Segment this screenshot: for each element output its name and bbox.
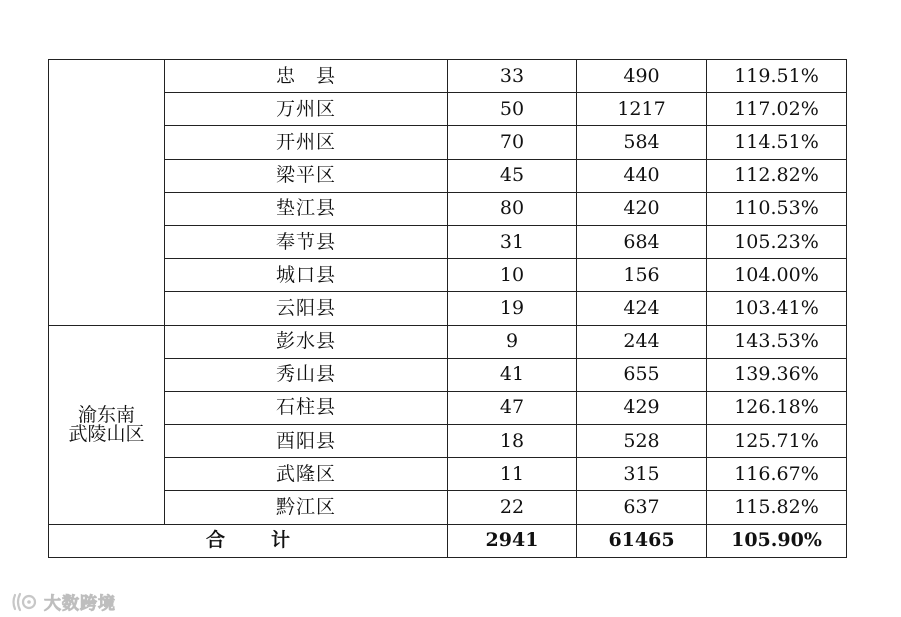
table-row <box>49 259 847 292</box>
ratio-cell: 143.53% <box>707 325 847 358</box>
count-cell: 45 <box>448 159 577 192</box>
county-cell: 秀山县 <box>165 358 448 391</box>
county-cell: 石柱县 <box>165 391 448 424</box>
amount-cell: 315 <box>577 458 707 491</box>
count-cell: 10 <box>448 259 577 292</box>
table-row <box>49 126 847 159</box>
count-cell: 31 <box>448 225 577 258</box>
county-cell: 奉节县 <box>165 225 448 258</box>
ratio-cell: 119.51% <box>707 60 847 93</box>
ratio-cell: 105.23% <box>707 225 847 258</box>
table-row <box>49 159 847 192</box>
data-table <box>48 59 847 558</box>
ratio-cell: 117.02% <box>707 93 847 126</box>
county-cell: 酉阳县 <box>165 425 448 458</box>
ratio-cell: 114.51% <box>707 126 847 159</box>
amount-cell: 655 <box>577 358 707 391</box>
ratio-cell: 104.00% <box>707 259 847 292</box>
amount-cell: 684 <box>577 225 707 258</box>
county-cell: 忠 县 <box>165 60 448 93</box>
table-footer <box>49 524 847 557</box>
table-row <box>49 358 847 391</box>
county-cell: 梁平区 <box>165 159 448 192</box>
total-label-part2: 计 <box>271 529 291 552</box>
amount-cell: 156 <box>577 259 707 292</box>
ratio-cell: 110.53% <box>707 192 847 225</box>
amount-cell: 584 <box>577 126 707 159</box>
ratio-cell: 112.82% <box>707 159 847 192</box>
count-cell: 18 <box>448 425 577 458</box>
watermark-text: 大数跨境 <box>44 594 116 614</box>
table-row <box>49 458 847 491</box>
county-cell: 彭水县 <box>165 325 448 358</box>
count-cell: 11 <box>448 458 577 491</box>
ratio-cell: 139.36% <box>707 358 847 391</box>
count-cell: 41 <box>448 358 577 391</box>
region-label-line: 武陵山区 <box>68 422 145 445</box>
table-row <box>49 93 847 126</box>
amount-cell: 244 <box>577 325 707 358</box>
county-cell: 垫江县 <box>165 192 448 225</box>
count-cell: 70 <box>448 126 577 159</box>
table-row <box>49 491 847 524</box>
county-cell: 城口县 <box>165 259 448 292</box>
total-label <box>49 524 448 557</box>
table-row <box>49 425 847 458</box>
amount-cell: 1217 <box>577 93 707 126</box>
county-cell: 武隆区 <box>165 458 448 491</box>
count-cell: 50 <box>448 93 577 126</box>
total-amount: 61465 <box>577 524 707 557</box>
ratio-cell: 125.71% <box>707 425 847 458</box>
table-row <box>49 391 847 424</box>
count-cell: 9 <box>448 325 577 358</box>
amount-cell: 420 <box>577 192 707 225</box>
table-row <box>49 292 847 325</box>
county-cell: 开州区 <box>165 126 448 159</box>
table-body <box>49 60 847 525</box>
count-cell: 80 <box>448 192 577 225</box>
count-cell: 33 <box>448 60 577 93</box>
total-ratio: 105.90% <box>707 524 847 557</box>
brand-logo-icon <box>10 591 40 613</box>
watermark <box>10 589 116 614</box>
region-cell <box>49 60 165 326</box>
table-row <box>49 60 847 93</box>
county-cell: 万州区 <box>165 93 448 126</box>
amount-cell: 490 <box>577 60 707 93</box>
county-cell: 黔江区 <box>165 491 448 524</box>
count-cell: 22 <box>448 491 577 524</box>
count-cell: 47 <box>448 391 577 424</box>
total-row <box>49 524 847 557</box>
ratio-cell: 103.41% <box>707 292 847 325</box>
count-cell: 19 <box>448 292 577 325</box>
total-count: 2941 <box>448 524 577 557</box>
ratio-cell: 115.82% <box>707 491 847 524</box>
amount-cell: 528 <box>577 425 707 458</box>
region-label-line: 渝东南 <box>77 403 135 426</box>
amount-cell: 637 <box>577 491 707 524</box>
amount-cell: 440 <box>577 159 707 192</box>
table-row <box>49 325 847 358</box>
amount-cell: 424 <box>577 292 707 325</box>
region-cell <box>49 325 165 524</box>
county-cell: 云阳县 <box>165 292 448 325</box>
table-row <box>49 225 847 258</box>
total-label-part1: 合 <box>205 529 225 552</box>
table-row <box>49 192 847 225</box>
amount-cell: 429 <box>577 391 707 424</box>
ratio-cell: 116.67% <box>707 458 847 491</box>
ratio-cell: 126.18% <box>707 391 847 424</box>
